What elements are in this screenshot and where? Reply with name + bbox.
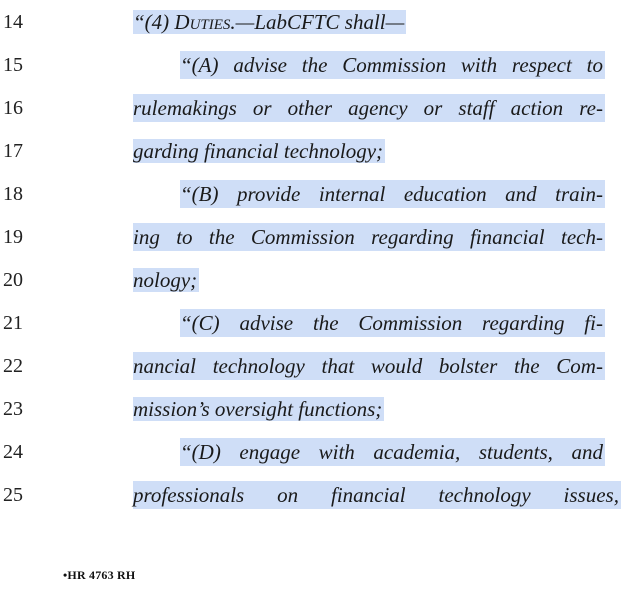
highlighted-text: garding financial technology;: [133, 139, 384, 163]
line-number: 22: [3, 355, 23, 377]
highlighted-text: “(B) provide internal education and train-: [180, 180, 605, 208]
bill-text-line[interactable]: [133, 223, 605, 251]
bill-text-line[interactable]: [133, 481, 621, 509]
bill-footer: [63, 568, 135, 582]
line-number: 24: [3, 441, 23, 463]
highlighted-text: rulemakings or other agency or staff action re-: [133, 94, 605, 122]
bill-text-line[interactable]: [133, 266, 199, 294]
line-number: 23: [3, 398, 23, 420]
bill-text-line[interactable]: [133, 137, 385, 165]
bill-identifier: HR 4763 RH: [67, 568, 136, 582]
bill-text-line[interactable]: [180, 51, 605, 79]
highlighted-text: ing to the Commission regarding financial tech-: [133, 223, 605, 251]
line-number: 16: [3, 97, 23, 119]
line-number: 19: [3, 226, 23, 248]
line-number: 17: [3, 140, 23, 162]
bill-text-line[interactable]: [133, 395, 384, 423]
highlighted-text: nology;: [133, 268, 198, 292]
bill-text-line[interactable]: [180, 309, 605, 337]
highlighted-text: professionals on financial technology issues,: [133, 481, 621, 509]
line-number: 21: [3, 312, 23, 334]
highlighted-text: nancial technology that would bolster the Com-: [133, 352, 605, 380]
highlighted-text: “(D) engage with academia, students, and: [180, 440, 603, 464]
line-number: 25: [3, 484, 23, 506]
bill-text-line[interactable]: [133, 8, 406, 36]
bill-text-line[interactable]: [180, 438, 605, 466]
highlighted-text: “(4) Duties.—LabCFTC shall—: [133, 10, 405, 34]
highlighted-text: “(C) advise the Commission regarding fi-: [180, 309, 605, 337]
bill-text-line[interactable]: [133, 94, 605, 122]
bill-text-line[interactable]: [133, 352, 605, 380]
section-heading: Duties: [174, 10, 231, 34]
highlighted-text: “(A) advise the Commission with respect to: [180, 51, 605, 79]
bullet-icon: •: [63, 568, 68, 582]
line-number: 20: [3, 269, 23, 291]
highlighted-text: mission’s oversight functions;: [133, 397, 383, 421]
line-number: 15: [3, 54, 23, 76]
line-number: 14: [3, 11, 23, 33]
line-number: 18: [3, 183, 23, 205]
bill-text-line[interactable]: [180, 180, 605, 208]
